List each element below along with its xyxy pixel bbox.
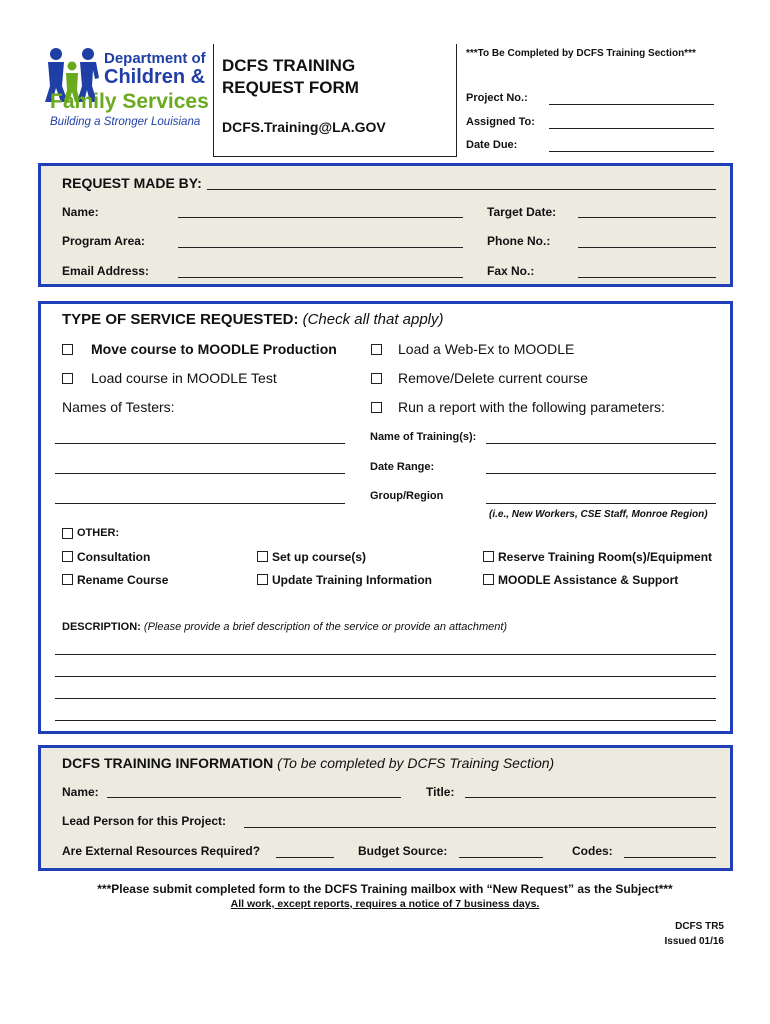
update-info-checkbox[interactable] xyxy=(257,574,268,585)
project-no-label: Project No.: xyxy=(466,92,528,104)
rename-course-label: Rename Course xyxy=(77,573,169,587)
target-date-field[interactable] xyxy=(578,217,716,218)
description-line-1[interactable] xyxy=(55,654,716,655)
move-course-label: Move course to MOODLE Production xyxy=(91,341,337,357)
form-title-line-2: REQUEST FORM xyxy=(222,78,359,97)
codes-label: Codes: xyxy=(572,844,613,858)
run-report-label: Run a report with the following parameters: xyxy=(398,399,665,415)
lead-person-field[interactable] xyxy=(244,827,716,828)
target-date-label: Target Date: xyxy=(487,205,557,219)
load-test-label: Load course in MOODLE Test xyxy=(91,370,277,386)
name-label: Name: xyxy=(62,205,99,219)
title-divider-right xyxy=(456,44,457,156)
other-checkbox[interactable] xyxy=(62,528,73,539)
description-line-4[interactable] xyxy=(55,720,716,721)
reserve-room-label: Reserve Training Room(s)/Equipment xyxy=(498,550,713,564)
date-range-label: Date Range: xyxy=(370,461,435,473)
training-info-heading xyxy=(62,755,554,771)
other-label: OTHER: xyxy=(77,527,120,539)
description-title: DESCRIPTION: xyxy=(62,621,141,633)
request-heading: REQUEST MADE BY: xyxy=(62,175,202,191)
training-email: DCFS.Training@LA.GOV xyxy=(222,119,386,135)
codes-field[interactable] xyxy=(624,857,716,858)
consultation-label: Consultation xyxy=(77,550,151,564)
group-region-field[interactable] xyxy=(486,503,716,504)
service-heading-text: TYPE OF SERVICE REQUESTED: xyxy=(62,311,299,328)
program-area-label: Program Area: xyxy=(62,234,145,248)
run-report-checkbox[interactable] xyxy=(371,402,382,413)
budget-source-field[interactable] xyxy=(459,857,543,858)
testers-label: Names of Testers: xyxy=(62,399,175,415)
submit-instructions: ***Please submit completed form to the DCFS Training mailbox with “New Request” as the Subject*** xyxy=(97,882,673,896)
load-test-checkbox[interactable] xyxy=(62,373,73,384)
logo-line-1: Department of xyxy=(104,50,206,67)
agency-logo xyxy=(44,44,209,132)
tester-field-1[interactable] xyxy=(55,443,345,444)
description-label xyxy=(62,621,507,633)
fax-label: Fax No.: xyxy=(487,264,535,278)
logo-line-2: Children & xyxy=(104,66,206,88)
trainer-name-label: Name: xyxy=(62,785,99,799)
load-webex-label: Load a Web-Ex to MOODLE xyxy=(398,341,575,357)
service-heading xyxy=(62,311,444,328)
group-region-label: Group/Region xyxy=(370,490,444,502)
date-due-label: Date Due: xyxy=(466,139,518,151)
project-no-field[interactable] xyxy=(549,104,714,105)
reserve-room-checkbox[interactable] xyxy=(483,551,494,562)
email-field[interactable] xyxy=(178,277,463,278)
title-box-bottom xyxy=(213,156,457,157)
description-line-2[interactable] xyxy=(55,676,716,677)
moodle-support-checkbox[interactable] xyxy=(483,574,494,585)
office-use-header: ***To Be Completed by DCFS Training Section*** xyxy=(466,48,696,59)
title-divider-left xyxy=(213,44,214,156)
external-resources-label: Are External Resources Required? xyxy=(62,844,261,858)
training-info-heading-note: (To be completed by DCFS Training Section) xyxy=(277,755,555,771)
description-note: (Please provide a brief description of the service or provide an attachment) xyxy=(143,621,508,633)
description-line-3[interactable] xyxy=(55,698,716,699)
trainer-title-label: Title: xyxy=(426,785,455,799)
setup-courses-label: Set up course(s) xyxy=(272,550,367,564)
setup-courses-checkbox[interactable] xyxy=(257,551,268,562)
request-made-by-field[interactable] xyxy=(207,189,716,190)
email-label: Email Address: xyxy=(62,264,149,278)
phone-label: Phone No.: xyxy=(487,234,551,248)
training-info-heading-text: DCFS TRAINING INFORMATION xyxy=(62,755,274,771)
issued-date: Issued 01/16 xyxy=(664,936,724,947)
name-field[interactable] xyxy=(178,217,463,218)
date-range-field[interactable] xyxy=(486,473,716,474)
update-info-label: Update Training Information xyxy=(272,573,433,587)
assigned-to-label: Assigned To: xyxy=(466,116,535,128)
fax-field[interactable] xyxy=(578,277,716,278)
group-region-example: (i.e., New Workers, CSE Staff, Monroe Region) xyxy=(489,509,708,520)
external-resources-field[interactable] xyxy=(276,857,334,858)
moodle-support-label: MOODLE Assistance & Support xyxy=(498,573,679,587)
training-names-field[interactable] xyxy=(486,443,716,444)
lead-person-label: Lead Person for this Project: xyxy=(62,814,227,828)
remove-course-label: Remove/Delete current course xyxy=(398,370,588,386)
logo-tagline: Building a Stronger Louisiana xyxy=(50,116,201,128)
training-names-label: Name of Training(s): xyxy=(370,431,477,443)
program-area-field[interactable] xyxy=(178,247,463,248)
rename-course-checkbox[interactable] xyxy=(62,574,73,585)
remove-course-checkbox[interactable] xyxy=(371,373,382,384)
service-heading-note: (Check all that apply) xyxy=(302,311,444,328)
tester-field-3[interactable] xyxy=(55,503,345,504)
phone-field[interactable] xyxy=(578,247,716,248)
trainer-title-field[interactable] xyxy=(465,797,716,798)
form-id: DCFS TR5 xyxy=(675,921,724,932)
date-due-field[interactable] xyxy=(549,151,714,152)
consultation-checkbox[interactable] xyxy=(62,551,73,562)
load-webex-checkbox[interactable] xyxy=(371,344,382,355)
tester-field-2[interactable] xyxy=(55,473,345,474)
logo-line-3: Family Services xyxy=(50,90,209,113)
move-course-checkbox[interactable] xyxy=(62,344,73,355)
budget-source-label: Budget Source: xyxy=(358,844,448,858)
form-title-line-1: DCFS TRAINING xyxy=(222,56,356,75)
trainer-name-field[interactable] xyxy=(107,797,401,798)
assigned-to-field[interactable] xyxy=(549,128,714,129)
notice-requirement: All work, except reports, requires a notice of 7 business days. xyxy=(230,898,540,910)
